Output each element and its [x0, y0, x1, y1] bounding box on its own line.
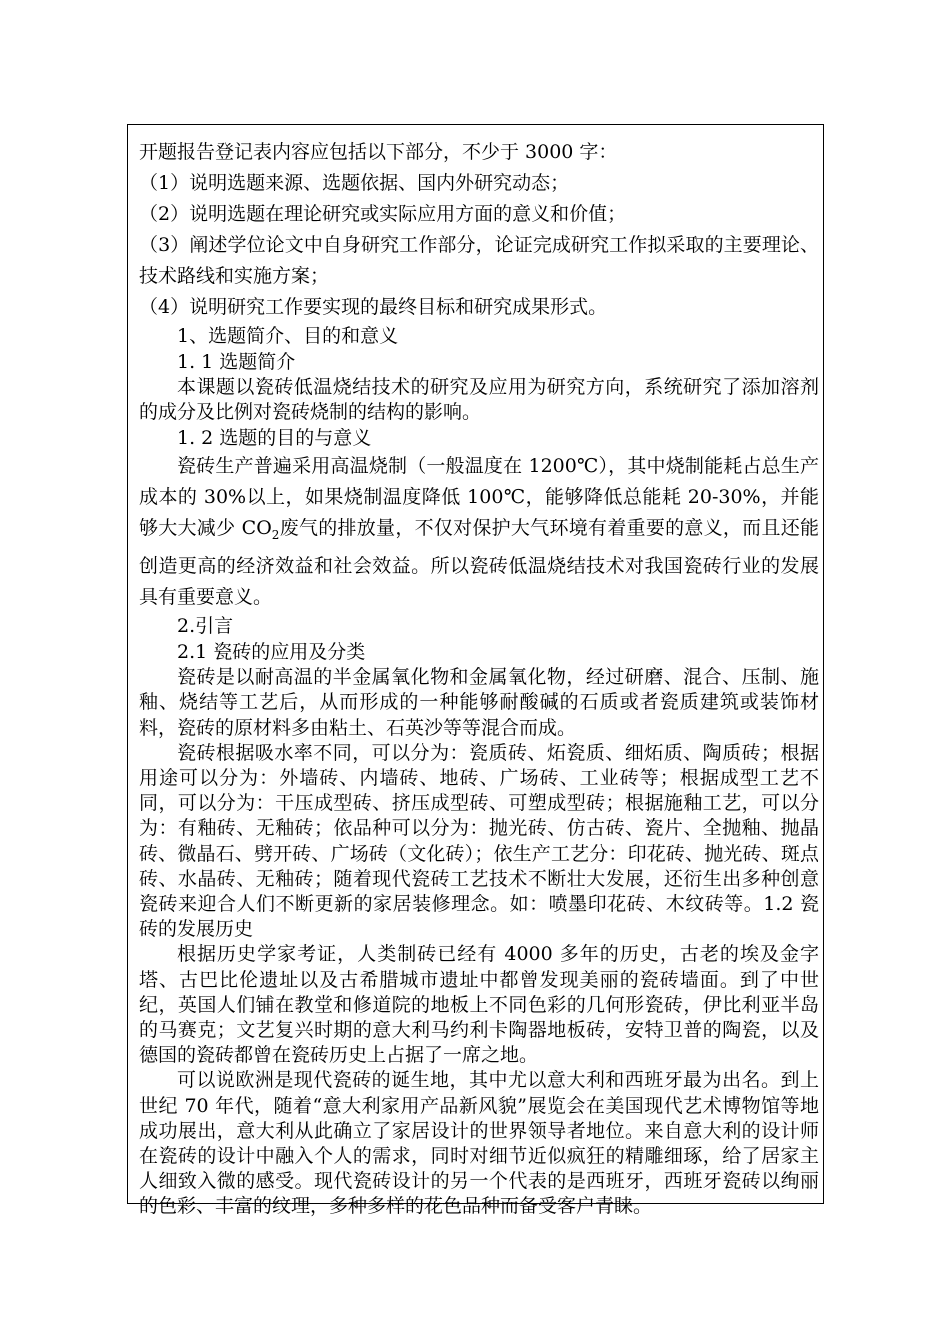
- section-1-2-heading: 1. 2 选题的目的与意义: [177, 427, 372, 450]
- paragraph-tile-history: 根据历史学家考证，人类制砖已经有 4000 多年的历史，古老的埃及金字塔、古巴比伦遗址以及古希腊城市遗址中都曾发现美丽的瓷砖墙面。到了中世纪，英国人们铺在教堂和修道院的地板上不同色彩的几何形瓷砖，伊比利亚半岛的马赛克；文艺复兴时期的意大利马约利卡陶器地板砖，安特卫普的陶瓷，以及德国的瓷砖都曾在瓷砖历史上占据了一席之地。: [139, 943, 819, 1067]
- requirement-3: （3）阐述学位论文中自身研究工作部分，论证完成研究工作拟采取的主要理论、技术路线和实施方案；: [139, 234, 819, 287]
- report-content: [139, 137, 819, 1220]
- requirement-4: （4）说明研究工作要实现的最终目标和研究成果形式。: [139, 296, 608, 318]
- form-intro: 开题报告登记表内容应包括以下部分，不少于 3000 字：: [139, 141, 618, 163]
- paragraph-tile-definition: 瓷砖是以耐高温的半金属氧化物和金属氧化物，经过研磨、混合、压制、施釉、烧结等工艺后，从而形成的一种能够耐酸碱的石质或者瓷质建筑或装饰材料，瓷砖的原材料多由粘土、石英沙等等混合而成。: [139, 666, 819, 739]
- section-1-1-heading: 1. 1 选题简介: [177, 351, 296, 373]
- section-1-1-text: 本课题以瓷砖低温烧结技术的研究及应用为研究方向，系统研究了添加溶剂的成分及比例对瓷砖烧制的结构的影响。: [139, 376, 819, 424]
- section-1-2-text: [139, 451, 819, 613]
- paragraph-europe-tiles: 可以说欧洲是现代瓷砖的诞生地，其中尤以意大利和西班牙最为出名。到上世纪 70 年代，随着“意大利家用产品新风貌”展览会在美国现代艺术博物馆等地成功展出，意大利从此确立了家居设计的世界领导者地位。来自意大利的设计师在瓷砖的设计中融入个人的需求，同时对细节近似疯狂的精雕细琢，给了居家主人细致入微的感受。现代瓷砖设计的另一个代表的是西班牙，西班牙瓷砖以绚丽的色彩、丰富的纹理，多种多样的花色品种而备受客户青睐。: [139, 1069, 819, 1218]
- section-1-2-text-a: 瓷砖生产普遍采用高温烧制（一般温度在 1200℃），其中烧制能耗占总生产成本的 30%以上，如果烧制温度降低 100℃，能够降低总能耗 20-30%，并能够大大减少 CO: [139, 455, 819, 540]
- section-1-heading: 1、选题简介、目的和意义: [177, 325, 399, 347]
- section-2-heading: 2.引言: [177, 615, 234, 638]
- requirement-2: （2）说明选题在理论研究或实际应用方面的意义和价值；: [139, 203, 627, 225]
- requirement-1: （1）说明选题来源、选题依据、国内外研究动态；: [139, 172, 570, 194]
- section-1-2-text-b: 废气的排放量，不仅对保护大气环境有着重要的意义，而且还能创造更高的经济效益和社会效益。所以瓷砖低温烧结技术对我国瓷砖行业的发展具有重要意义。: [139, 517, 819, 609]
- section-2-1-heading: 2.1 瓷砖的应用及分类: [177, 641, 366, 664]
- co2-subscript: 2: [271, 528, 280, 543]
- paragraph-tile-classification: 瓷砖根据吸水率不同，可以分为：瓷质砖、炻瓷质、细炻质、陶质砖；根据用途可以分为：外墙砖、内墙砖、地砖、广场砖、工业砖等；根据成型工艺不同，可以分为：干压成型砖、挤压成型砖、可塑成型砖；根据施釉工艺，可以分为：有釉砖、无釉砖；依品种可以分为：抛光砖、仿古砖、瓷片、全抛釉、抛晶砖、微晶石、劈开砖、广场砖（文化砖）；依生产工艺分：印花砖、抛光砖、斑点砖、水晶砖、无釉砖；随着现代瓷砖工艺技术不断壮大发展，还衍生出多种创意瓷砖来迎合人们不断更新的家居装修理念。如：喷墨印花砖、木纹砖等。1.2 瓷砖的发展历史: [139, 741, 819, 941]
